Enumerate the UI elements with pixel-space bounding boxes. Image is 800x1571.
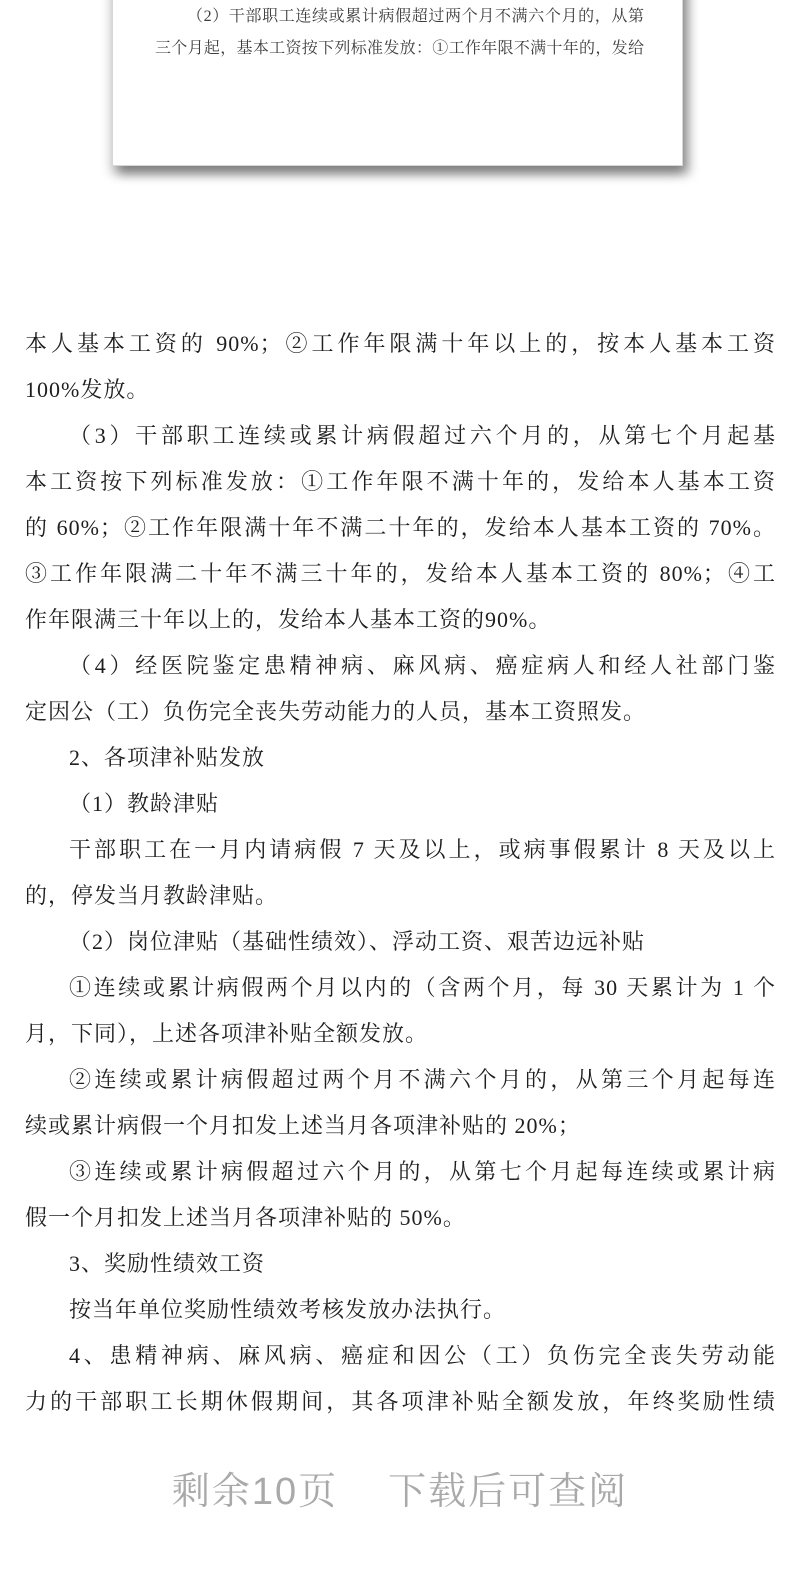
document-text-line: 干部职工在一月内请病假 7 天及以上，或病事假累计 8 天及以上 [69,837,776,862]
download-hint-label: 下载后可查阅 [388,1471,629,1513]
preview-page-card [112,0,683,166]
document-text-line: 作年限满三十年以上的，发给本人基本工资的90%。 [25,607,552,632]
document-text-line: （4）经医院鉴定患精神病、麻风病、癌症病人和经人社部门鉴 [69,653,776,678]
document-text-line: ②连续或累计病假超过两个月不满六个月的，从第三个月起每连 [69,1067,776,1092]
document-text-line: ①连续或累计病假两个月以内的（含两个月，每 30 天累计为 1 个 [69,975,776,1000]
document-text-line: 月，下同），上述各项津补贴全额发放。 [25,1021,429,1046]
document-text-line: 按当年单位奖励性绩效考核发放办法执行。 [69,1297,507,1322]
document-text-line: 2、各项津补贴发放 [69,745,266,770]
document-text-line: 假一个月扣发上述当月各项津补贴的 50%。 [25,1205,466,1230]
document-text-line: 3、奖励性绩效工资 [69,1251,266,1276]
document-body-text [25,321,776,1425]
document-text-line: ③工作年限满二十年不满三十年的，发给本人基本工资的 80%；④工 [25,561,776,586]
document-text-line: 力的干部职工长期休假期间，其各项津补贴全额发放，年终奖励性绩 [25,1389,776,1414]
document-text-line: 的 60%；②工作年限满十年不满二十年的，发给本人基本工资的 70%。 [25,515,776,540]
document-text-line: 本人基本工资的 90%；②工作年限满十年以上的，按本人基本工资 [25,331,776,356]
preview-text-line: （2）干部职工连续或累计病假超过两个月不满六个月的，从第 [187,8,644,25]
preview-page-text [155,1,644,65]
document-text-line: ③连续或累计病假超过六个月的，从第七个月起每连续或累计病 [69,1159,776,1184]
document-text-line: （2）岗位津贴（基础性绩效）、浮动工资、艰苦边远补贴 [69,929,646,954]
document-text-line: 4、患精神病、麻风病、癌症和因公（工）负伤完全丧失劳动能 [69,1343,776,1368]
document-text-line: 本工资按下列标准发放：①工作年限不满十年的，发给本人基本工资 [25,469,776,494]
document-text-line: （1）教龄津贴 [69,791,220,816]
pages-remaining-label: 剩余10页 [171,1471,339,1513]
preview-text-line: 三个月起，基本工资按下列标准发放：①工作年限不满十年的，发给 [155,40,644,57]
document-text-line: 续或累计病假一个月扣发上述当月各项津补贴的 20%； [25,1113,581,1138]
pages-remaining-banner [0,1460,800,1515]
document-text-line: 100%发放。 [25,377,150,402]
document-text-line: （3）干部职工连续或累计病假超过六个月的，从第七个月起基 [69,423,776,448]
document-text-line: 的，停发当月教龄津贴。 [25,883,279,908]
document-text-line: 定因公（工）负伤完全丧失劳动能力的人员，基本工资照发。 [25,699,647,724]
